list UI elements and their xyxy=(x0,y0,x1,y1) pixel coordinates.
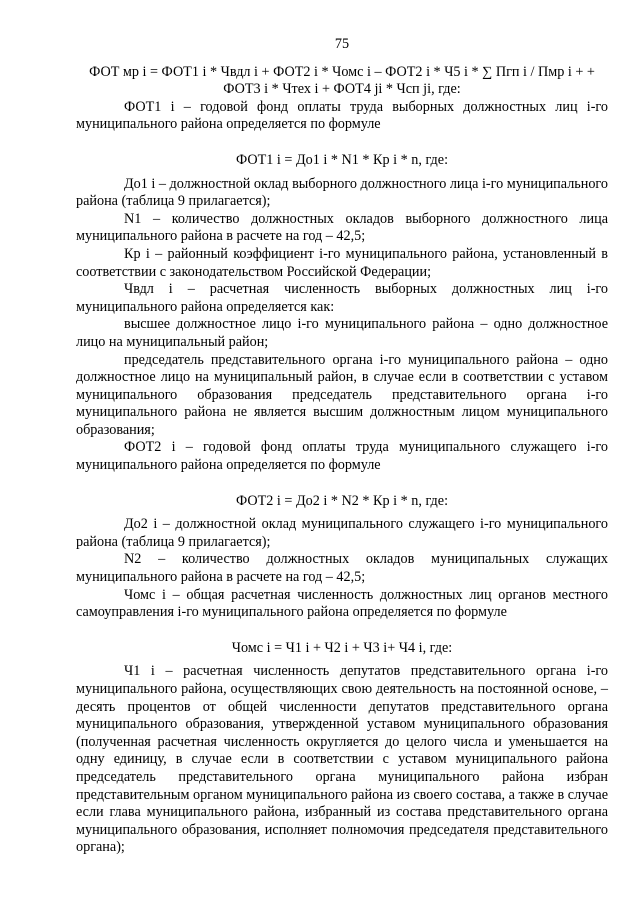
paragraph-ch1: Ч1 i – расчетная численность депутатов представительного органа i-го муниципального района, осуществляющих свою деятельность на постоянной основе, – десять процентов от общей численности депутатов представительного органа муниципального образования, утвержденной уставом муниципального образования (полученная расчетная численность округляется до целого числа и уменьшается на одну единицу, в случае если в соответствии с уставом муниципального района председатель представительного органа муниципального района избран представительным органом муниципального района из своего состава, а также в случае если глава муниципального района, избранный из состава представительного органа муниципального образования, исполняет полномочия председателя представительного органа); xyxy=(76,663,608,856)
paragraph-kr: Кр i – районный коэффициент i-го муниципального района, установленный в соответствии с законодательством Российской Федерации; xyxy=(76,245,608,280)
formula-fot2: ФОТ2 i = До2 i * N2 * Кр i * n, где: xyxy=(235,492,449,509)
paragraph-highest-official: высшее должностное лицо i-го муниципального района – одно должностное лицо на муниципальный район; xyxy=(76,316,608,350)
formula-fot1: ФОТ1 i = До1 i * N1 * Кр i * n, где: xyxy=(235,151,449,168)
formula-fot-mr: ФОТ мр i = ФОТ1 i * Чвдл i + ФОТ2 i * Чомс i – ФОТ2 i * Ч5 i * ∑ Пгп i / Пмр i + + ФОТ3 i * Чтех i + ФОТ4 ji * Чсп ji, где: xyxy=(89,63,595,98)
document-page xyxy=(76,36,608,857)
paragraph-choms-definition: Чомс i – общая расчетная численность должностных лиц органов местного самоуправления i-го муниципального района определяется по формуле xyxy=(76,586,608,621)
paragraph-n1: N1 – количество должностных окладов выборного должностного лица муниципального района в расчете на год – 42,5; xyxy=(76,210,608,245)
paragraph-do1: До1 i – должностной оклад выборного должностного лица i-го муниципального района (таблица 9 прилагается); xyxy=(76,175,608,210)
paragraph-fot1-definition: ФОТ1 i – годовой фонд оплаты труда выборных должностных лиц i-го муниципального района определяется по формуле xyxy=(76,98,608,133)
paragraph-fot2-definition: ФОТ2 i – годовой фонд оплаты труда муниципального служащего i-го муниципального района определяется по формуле xyxy=(76,439,608,474)
paragraph-do2: До2 i – должностной оклад муниципального служащего i-го муниципального района (таблица 9 прилагается); xyxy=(76,516,608,550)
page-number: 75 xyxy=(334,36,350,52)
paragraph-chairman: председатель представительного органа i-го муниципального района – одно должностное лицо на муниципальный район, в случае если в соответствии с уставом муниципального образования председатель представительного органа i-го муниципального района не является высшим должностным лицом муниципального образования; xyxy=(76,351,608,438)
paragraph-chvdl: Чвдл i – расчетная численность выборных должностных лиц i-го муниципального района определяется как: xyxy=(76,281,608,315)
paragraph-n2: N2 – количество должностных окладов муниципальных служащих муниципального района в расчете на год – 42,5; xyxy=(76,551,608,586)
formula-choms: Чомс i = Ч1 i + Ч2 i + Ч3 i+ Ч4 i, где: xyxy=(231,639,453,656)
